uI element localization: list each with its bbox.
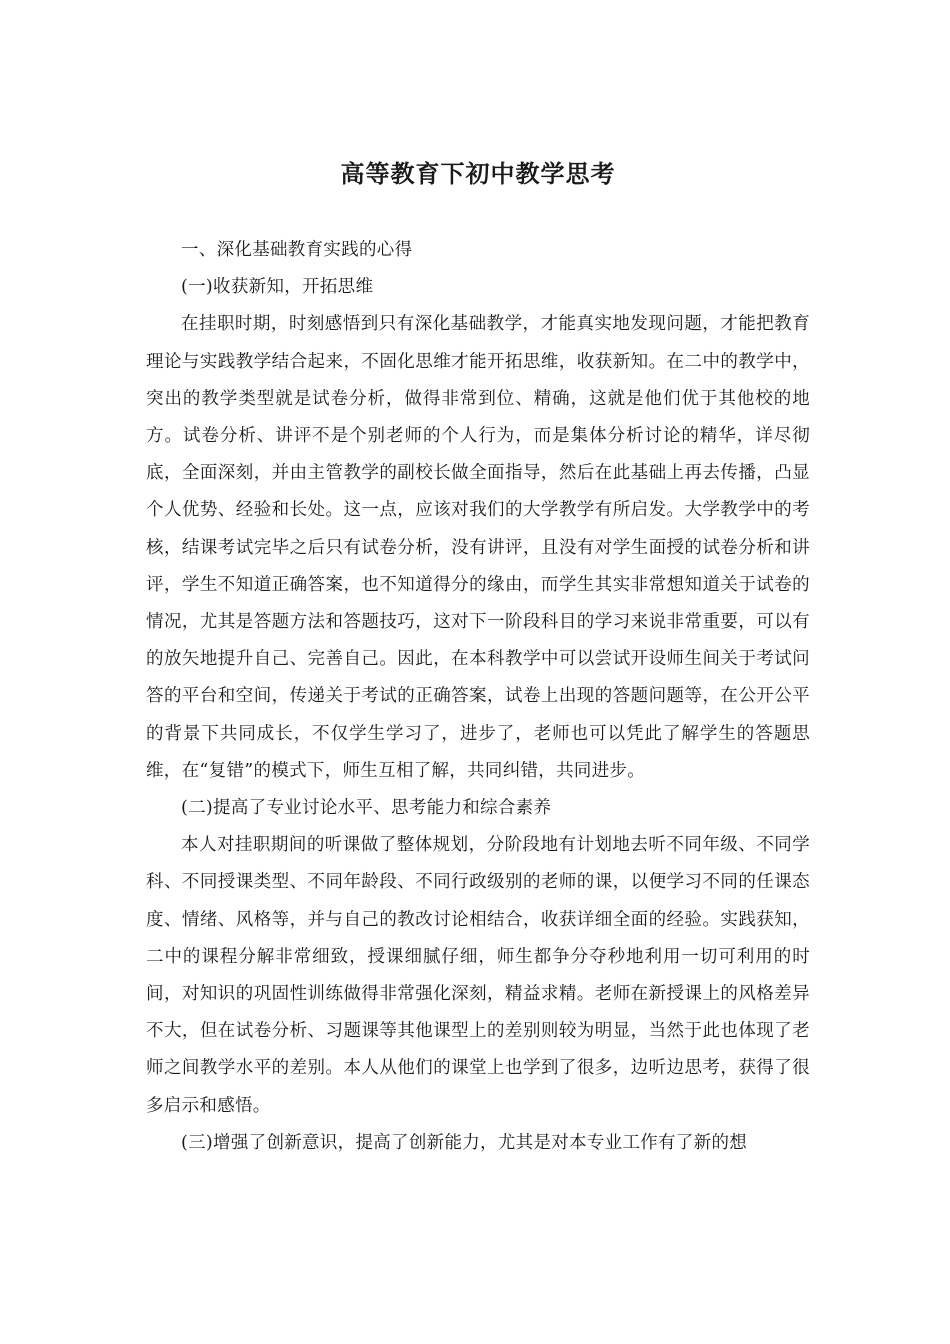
body-paragraph: 在挂职时期，时刻感悟到只有深化基础教学，才能真实地发现问题，才能把教育理论与实践教学结合起来，不固化思维才能开拓思维，收获新知。在二中的教学中，突出的教学类型就是试卷分析，做得非常到位、精确，这就是他们优于其他校的地方。试卷分析、讲评不是个别老师的个人行为，而是集体分析讨论的精华，详尽彻底，全面深刻，并由主管教学的副校长做全面指导，然后在此基础上再去传播，凸显个人优势、经验和长处。这一点，应该对我们的大学教学有所启发。大学教学中的考核，结课考试完毕之后只有试卷分析，没有讲评，且没有对学生面授的试卷分析和讲评，学生不知道正确答案，也不知道得分的缘由，而学生其实非常想知道关于试卷的情况，尤其是答题方法和答题技巧，这对下一阶段科目的学习来说非常重要，可以有的放矢地提升自己、完善自己。因此，在本科教学中可以尝试开设师生间关于考试问答的平台和空间，传递关于考试的正确答案，试卷上出现的答题问题等，在公开公平的背景下共同成长，不仅学生学习了，进步了，老师也可以凭此了解学生的答题思维，在“复错”的模式下，师生互相了解，共同纠错，共同进步。	[146, 314, 810, 781]
subsection-heading: (一)收获新知，开拓思维	[181, 277, 374, 298]
document-body	[146, 232, 810, 1162]
subsection-heading: (二)提高了专业讨论水平、思考能力和综合素养	[181, 798, 552, 819]
body-paragraph: (三)增强了创新意识，提高了创新能力，尤其是对本专业工作有了新的想	[181, 1132, 748, 1153]
document-title: 高等教育下初中教学思考	[340, 159, 616, 188]
body-paragraph: 本人对挂职期间的听课做了整体规划，分阶段地有计划地去听不同年级、不同学科、不同授课类型、不同年龄段、不同行政级别的老师的课，以便学习不同的任课态度、情绪、风格等，并与自己的教改讨论相结合，收获详细全面的经验。实践获知，二中的课程分解非常细致，授课细腻仔细，师生都争分夺秒地利用一切可利用的时间，对知识的巩固性训练做得非常强化深刻，精益求精。老师在新授课上的风格差异不大，但在试卷分析、习题课等其他课型上的差别则较为明显，当然于此也体现了老师之间教学水平的差别。本人从他们的课堂上也学到了很多，边听边思考，获得了很多启示和感悟。	[146, 835, 810, 1116]
section-heading: 一、深化基础教育实践的心得	[181, 240, 413, 260]
